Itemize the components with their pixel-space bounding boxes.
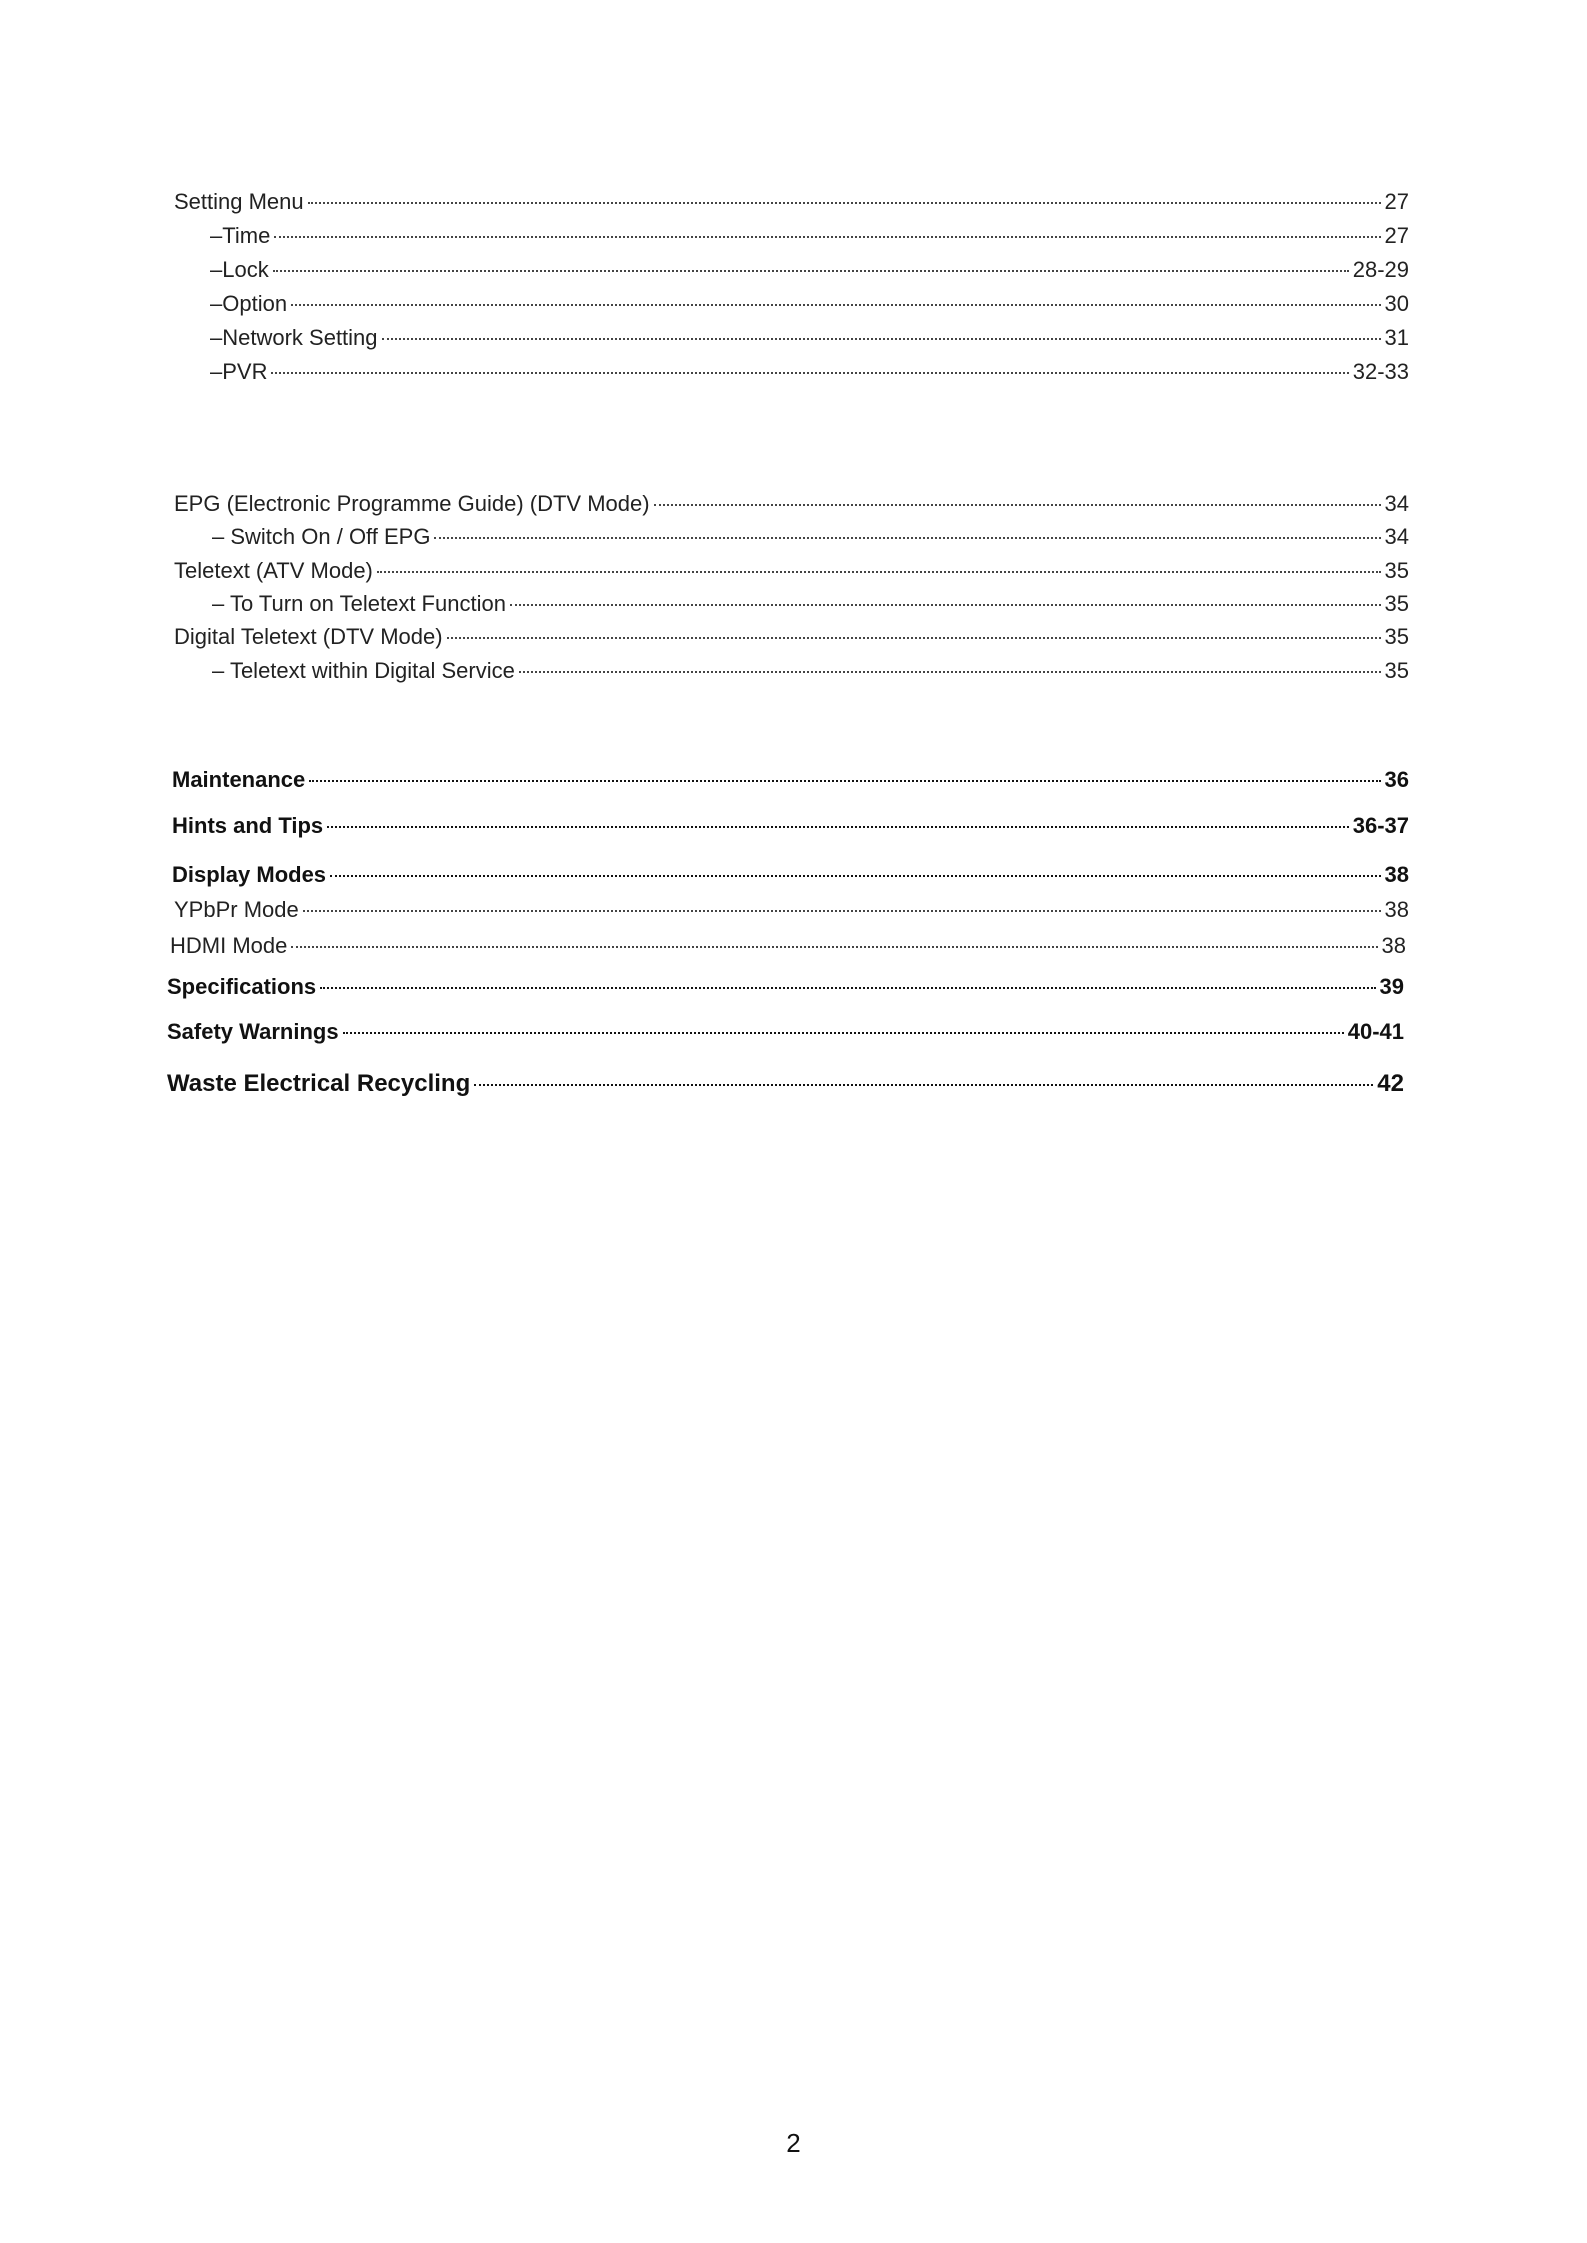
toc-page: 35 <box>1384 658 1409 683</box>
toc-label: Digital Teletext (DTV Mode) <box>174 624 443 649</box>
dot-leader <box>519 671 1381 673</box>
toc-label: –Lock <box>210 257 269 282</box>
toc-entry-teletext-digital-service <box>212 658 1409 684</box>
toc-entry-ypbpr-mode <box>174 897 1409 923</box>
toc-entry-turn-on-teletext <box>212 591 1409 617</box>
dot-leader <box>309 780 1380 782</box>
toc-page: 39 <box>1379 974 1404 999</box>
dot-leader <box>382 338 1381 340</box>
toc-entry-lock <box>210 257 1409 283</box>
toc-entry-hints-tips <box>172 813 1409 839</box>
toc-entry-pvr <box>210 359 1409 385</box>
toc-label: – Teletext within Digital Service <box>212 658 515 683</box>
toc-page: 36-37 <box>1352 813 1409 838</box>
toc-entry-option <box>210 291 1409 317</box>
dot-leader <box>327 826 1349 828</box>
dot-leader <box>474 1084 1373 1086</box>
toc-page: 30 <box>1384 291 1409 316</box>
toc-entry-setting-menu <box>174 189 1409 215</box>
dot-leader <box>308 202 1381 204</box>
toc-page: 34 <box>1384 524 1409 549</box>
toc-page: 40-41 <box>1347 1019 1404 1044</box>
toc-label: Safety Warnings <box>167 1019 339 1044</box>
dot-leader <box>273 270 1349 272</box>
toc-page: 35 <box>1384 591 1409 616</box>
dot-leader <box>447 637 1381 639</box>
toc-page: 38 <box>1384 897 1409 922</box>
toc-page: 32-33 <box>1352 359 1409 384</box>
toc-page: 42 <box>1377 1070 1404 1097</box>
dot-leader <box>654 504 1381 506</box>
toc-page: 31 <box>1384 325 1409 350</box>
toc-entry-safety-warnings <box>167 1019 1404 1045</box>
dot-leader <box>303 910 1381 912</box>
dot-leader <box>274 236 1380 238</box>
toc-entry-maintenance <box>172 767 1409 793</box>
toc-entry-digital-teletext <box>174 624 1409 650</box>
toc-page: 35 <box>1384 624 1409 649</box>
toc-page: 34 <box>1384 491 1409 516</box>
dot-leader <box>510 604 1381 606</box>
page-number: 2 <box>786 2128 801 2158</box>
toc-label: Hints and Tips <box>172 813 324 838</box>
toc-label: –Time <box>210 223 271 248</box>
dot-leader <box>377 571 1381 573</box>
dot-leader <box>320 987 1375 989</box>
dot-leader <box>271 372 1348 374</box>
toc-label: – Switch On / Off EPG <box>212 524 431 549</box>
dot-leader <box>291 304 1380 306</box>
toc-label: Setting Menu <box>174 189 304 214</box>
toc-label: HDMI Mode <box>170 933 288 958</box>
toc-page: 27 <box>1384 189 1409 214</box>
dot-leader <box>291 946 1377 948</box>
toc-label: Teletext (ATV Mode) <box>174 558 373 583</box>
toc-entry-waste-recycling <box>167 1070 1404 1098</box>
dot-leader <box>330 875 1380 877</box>
toc-page: 36 <box>1384 767 1409 792</box>
toc-label: –PVR <box>210 359 268 384</box>
toc-page: 35 <box>1384 558 1409 583</box>
toc-label: Waste Electrical Recycling <box>167 1070 471 1097</box>
dot-leader <box>343 1032 1344 1034</box>
toc-entry-teletext-atv <box>174 558 1409 584</box>
toc-entry-hdmi-mode <box>170 933 1406 959</box>
toc-page: 28-29 <box>1352 257 1409 282</box>
toc-entry-switch-epg <box>212 524 1409 550</box>
toc-label: –Option <box>210 291 288 316</box>
toc-entry-display-modes <box>172 862 1409 888</box>
toc-label: Maintenance <box>172 767 306 792</box>
toc-entry-epg <box>174 491 1409 517</box>
toc-label: YPbPr Mode <box>174 897 299 922</box>
toc-label: –Network Setting <box>210 325 378 350</box>
toc-page: 27 <box>1384 223 1409 248</box>
toc-page: 38 <box>1381 933 1406 958</box>
toc-entry-time <box>210 223 1409 249</box>
toc-page: 38 <box>1384 862 1409 887</box>
toc-label: Display Modes <box>172 862 327 887</box>
toc-entry-specifications <box>167 974 1404 1000</box>
toc-label: Specifications <box>167 974 317 999</box>
toc-entry-network-setting <box>210 325 1409 351</box>
toc-label: EPG (Electronic Programme Guide) (DTV Mode) <box>174 491 650 516</box>
toc-label: – To Turn on Teletext Function <box>212 591 506 616</box>
dot-leader <box>434 537 1380 539</box>
